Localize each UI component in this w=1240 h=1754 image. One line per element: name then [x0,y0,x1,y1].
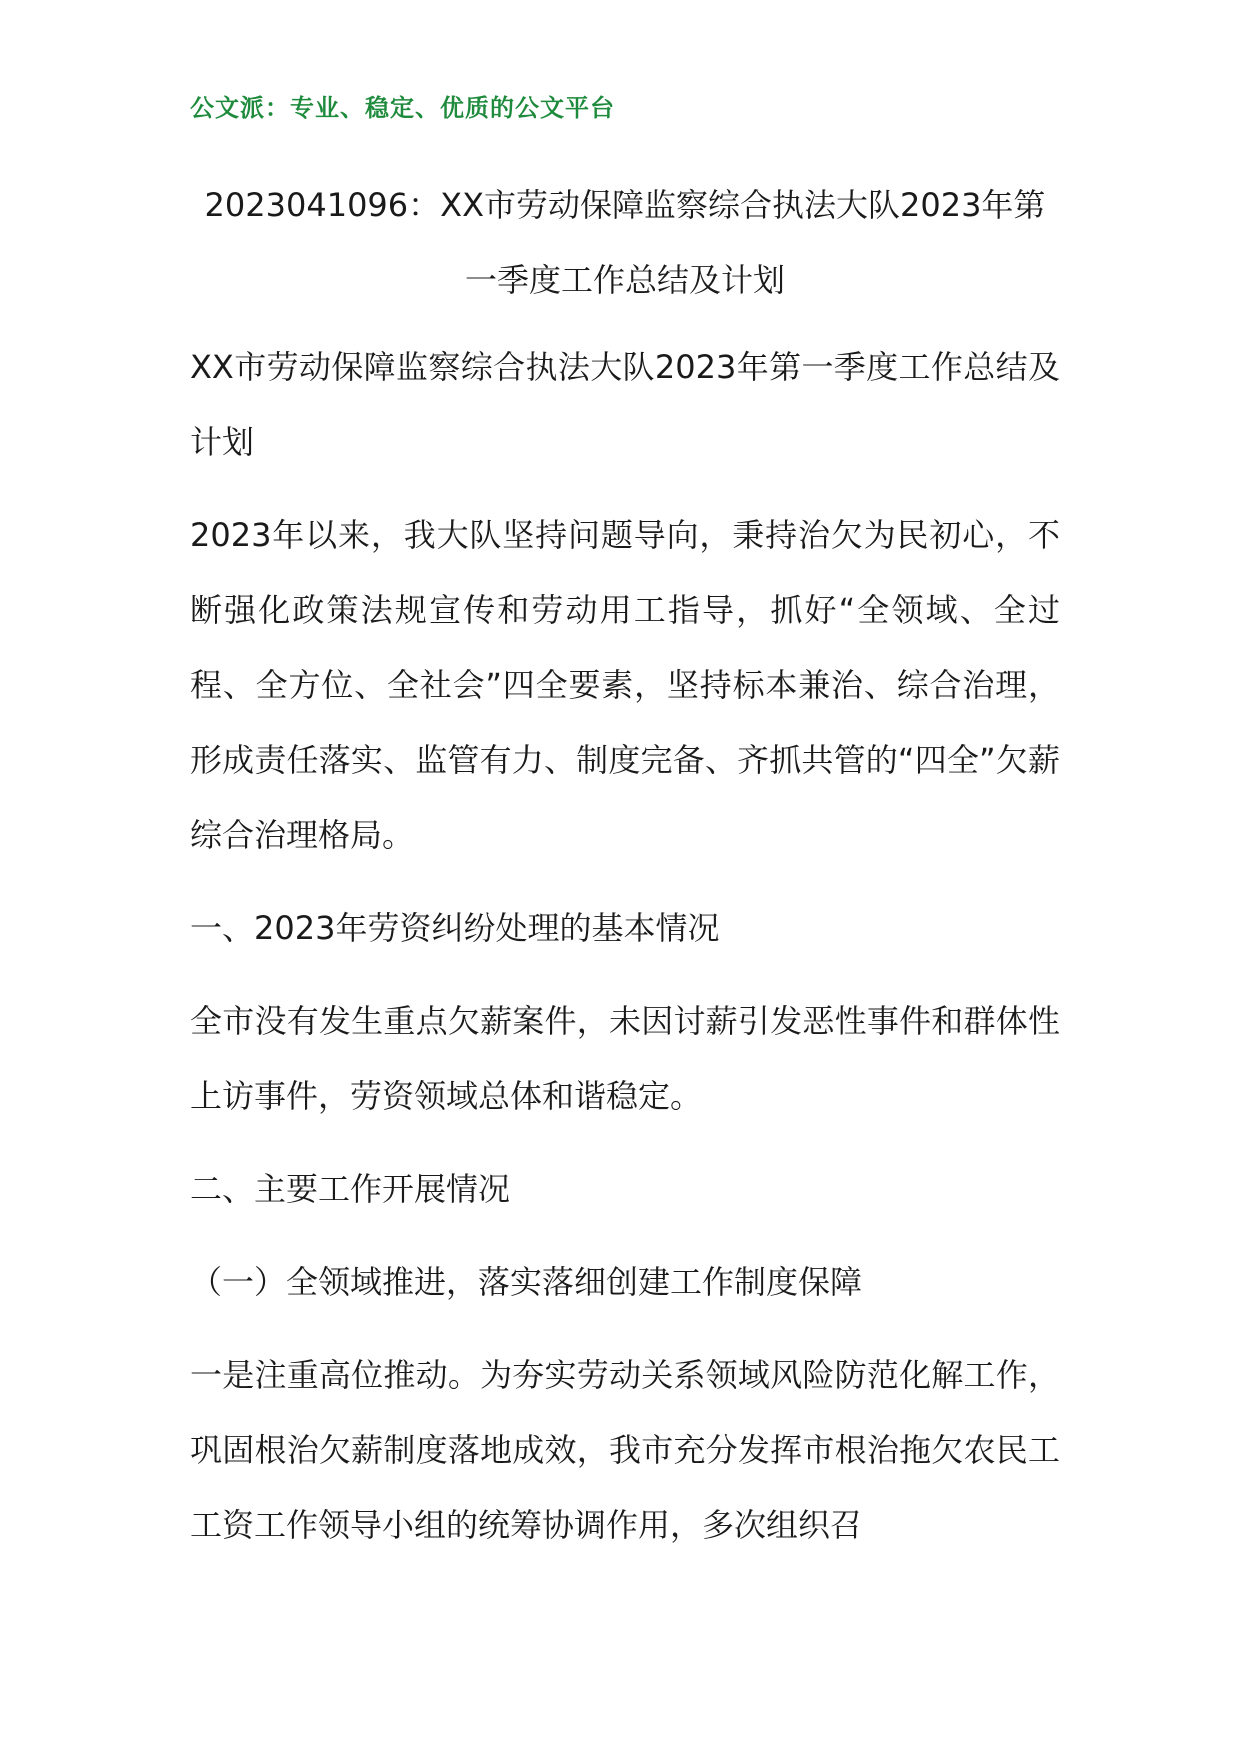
subsection-1-paragraph: 一是注重高位推动。为夯实劳动关系领域风险防范化解工作，巩固根治欠薪制度落地成效，我市充分发挥市根治拖欠农民工工资工作领导小组的统筹协调作用，多次组织召 [190,1356,1060,1544]
section-heading-1: 一、2023年劳资纠纷处理的基本情况 [190,909,720,947]
subtitle-paragraph: XX市劳动保障监察综合执法大队2023年第一季度工作总结及计划 [190,348,1060,461]
document-title: 2023041096：XX市劳动保障监察综合执法大队2023年第一季度工作总结及计划 [204,186,1046,299]
section-heading-2: 二、主要工作开展情况 [190,1170,511,1208]
document-body [190,330,1060,1581]
subsection-heading-1: （一）全领域推进，落实落细创建工作制度保障 [190,1263,863,1301]
section-1-paragraph: 全市没有发生重点欠薪案件，未因讨薪引发恶性事件和群体性上访事件，劳资领域总体和谐稳定。 [190,1002,1060,1115]
intro-paragraph: 2023年以来，我大队坚持问题导向，秉持治欠为民初心，不断强化政策法规宣传和劳动用工指导，抓好“全领域、全过程、全方位、全社会”四全要素，坚持标本兼治、综合治理，形成责任落实、监管有力、制度完备、齐抓共管的“四全”欠薪综合治理格局。 [190,516,1060,854]
site-header: 公文派：专业、稳定、优质的公文平台 [190,94,615,122]
